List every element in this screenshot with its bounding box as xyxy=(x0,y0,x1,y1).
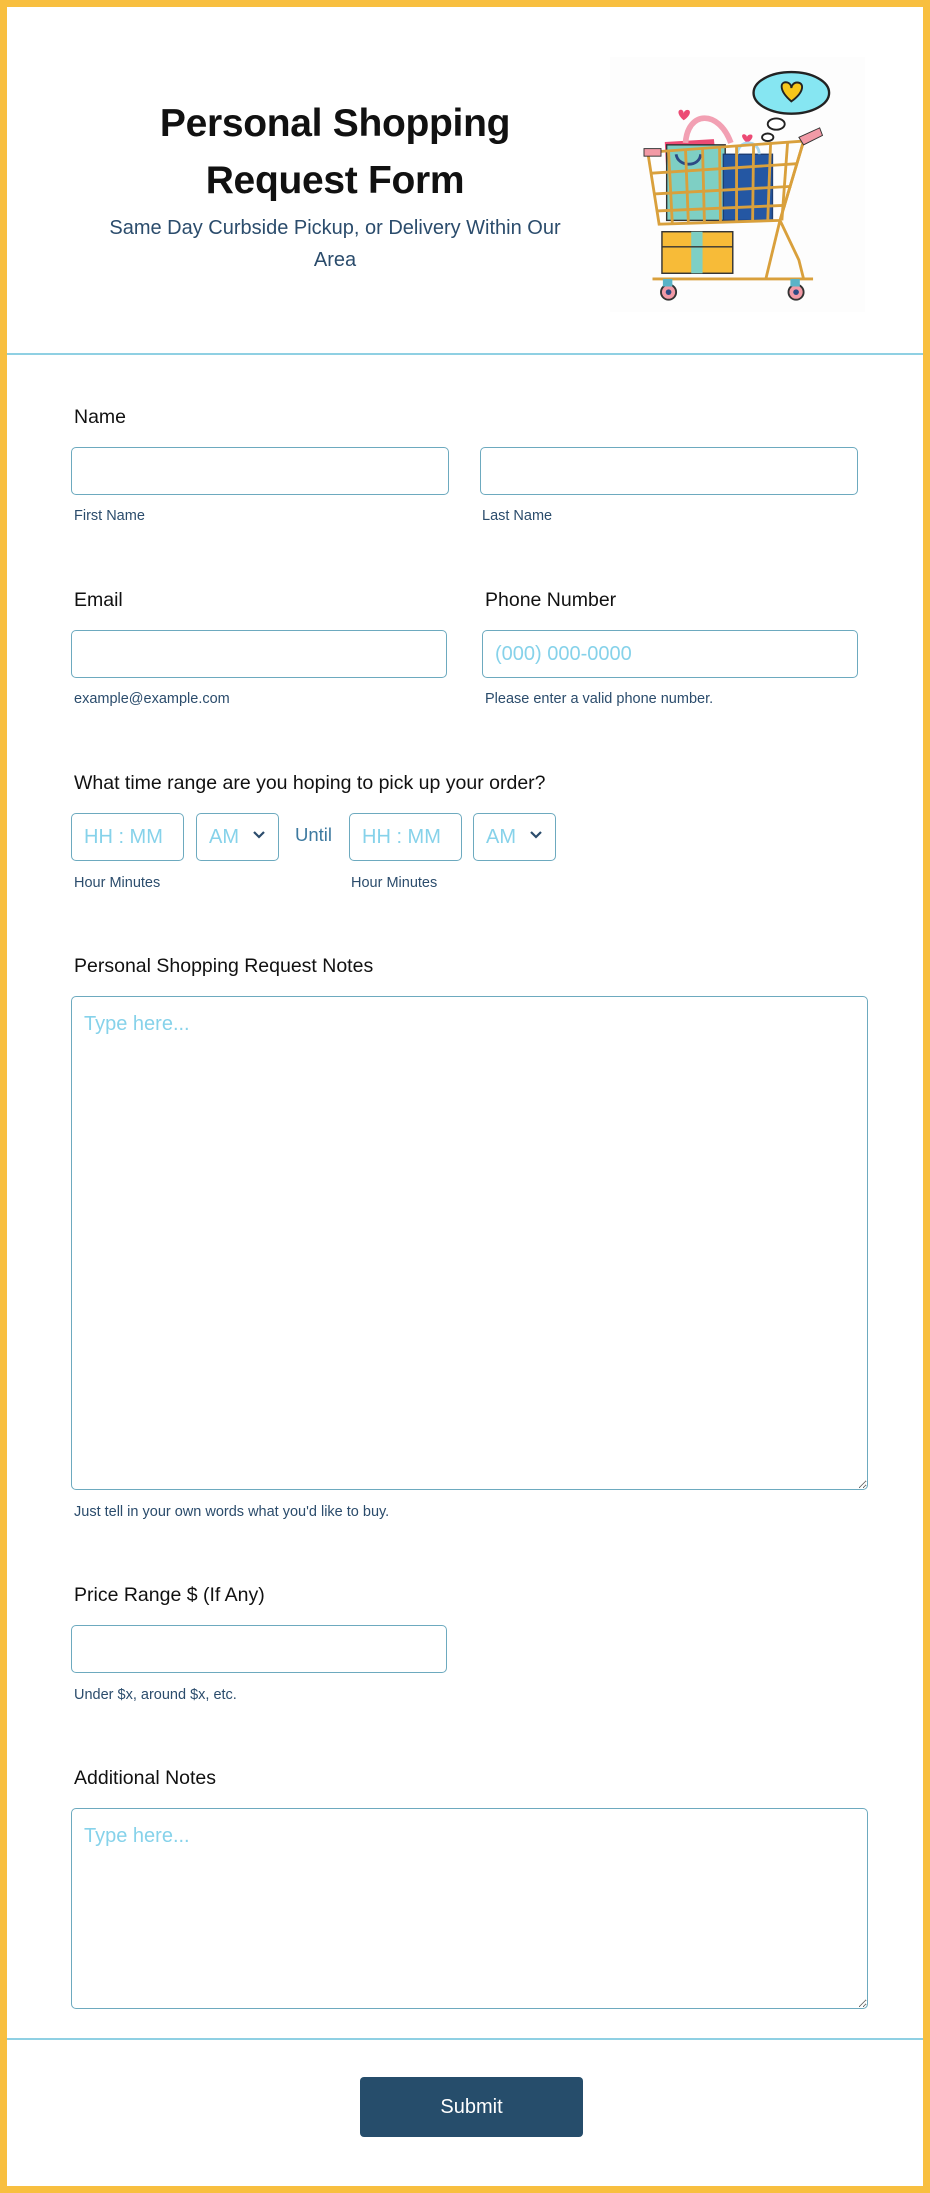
first-name-input[interactable] xyxy=(71,447,449,495)
subtitle-line-2: Area xyxy=(313,249,357,271)
phone-label: Phone Number xyxy=(485,589,617,611)
page-title xyxy=(7,95,663,209)
form-card xyxy=(7,7,923,2186)
email-label: Email xyxy=(74,589,123,611)
first-name-sublabel: First Name xyxy=(74,508,145,524)
shopping-cart-illustration xyxy=(610,57,865,312)
start-time-input[interactable] xyxy=(71,813,184,861)
end-time-input[interactable] xyxy=(349,813,462,861)
email-input[interactable] xyxy=(71,630,447,678)
phone-input[interactable] xyxy=(482,630,858,678)
submit-button[interactable]: Submit xyxy=(360,2077,583,2137)
price-sublabel: Under $x, around $x, etc. xyxy=(74,1687,237,1703)
start-ampm-value: AM xyxy=(209,825,239,848)
notes-textarea[interactable] xyxy=(71,996,868,1490)
last-name-input[interactable] xyxy=(480,447,858,495)
notes-label: Personal Shopping Request Notes xyxy=(74,955,374,977)
until-separator: Until xyxy=(295,824,333,845)
last-name-sublabel: Last Name xyxy=(482,508,553,524)
subtitle-line-1: Same Day Curbside Pickup, or Delivery Within Our xyxy=(109,217,561,239)
title-line-1: Personal Shopping xyxy=(159,102,511,145)
start-time-sublabel: Hour Minutes xyxy=(74,875,161,891)
page-subtitle xyxy=(77,212,593,276)
end-time-sublabel: Hour Minutes xyxy=(351,875,438,891)
price-label: Price Range $ (If Any) xyxy=(74,1584,265,1606)
footer-divider xyxy=(7,2038,923,2040)
notes-sublabel: Just tell in your own words what you'd like to buy. xyxy=(74,1504,390,1520)
header-divider xyxy=(7,353,923,355)
price-input[interactable] xyxy=(71,1625,447,1673)
phone-sublabel: Please enter a valid phone number. xyxy=(485,691,714,707)
email-sublabel: example@example.com xyxy=(74,691,230,707)
chevron-down-icon xyxy=(529,828,543,847)
chevron-down-icon xyxy=(252,828,266,847)
additional-notes-label: Additional Notes xyxy=(74,1767,217,1789)
end-ampm-select[interactable] xyxy=(473,813,556,861)
start-ampm-select[interactable] xyxy=(196,813,279,861)
name-label: Name xyxy=(74,406,127,428)
additional-notes-textarea[interactable] xyxy=(71,1808,868,2009)
title-line-2: Request Form xyxy=(205,159,465,202)
end-ampm-value: AM xyxy=(486,825,516,848)
time-range-label: What time range are you hoping to pick up your order? xyxy=(74,772,546,794)
